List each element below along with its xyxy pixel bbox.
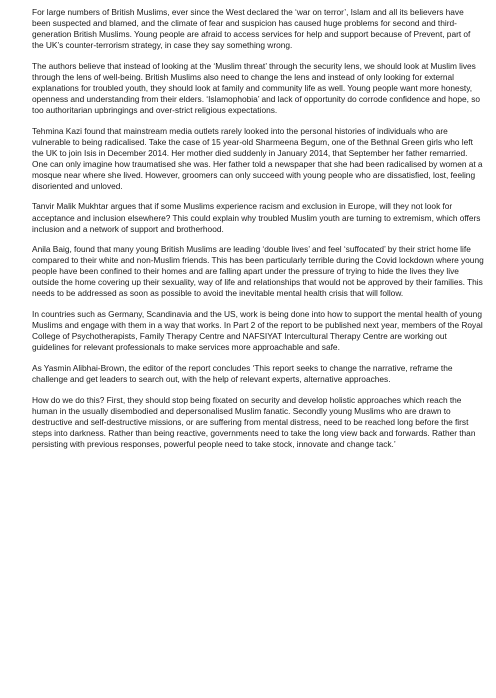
paragraph-mental-health-support: In countries such as Germany, Scandinavia and the US, work is being done into how to support the mental health of young Muslims and engage with them in a way that works. In Part 2 of the report to be published next year, members of the Royal College of Psychotherapists, Family Therapy Centre and NAFSIYAT Intercultural Therapy Centre are working out guidelines for relevant professionals to make services more approachable and safe. bbox=[32, 309, 483, 353]
paragraph-wellbeing-lens: The authors believe that instead of looking at the ‘Muslim threat’ through the security lens, we should look at Muslim lives through the lens of well-being. British Muslims also need to change the lens and instead of only looking for external explanations for troubled youth, they should look at family and community life as well. Young people want more honesty, openness and understanding from their elders. ‘Islamophobia’ and lack of opportunity do corrode confidence and hope, so too authoritarian upbringings and over-strict religious expectations. bbox=[32, 60, 481, 115]
paragraph-anila-baig: Anila Baig, found that many young British Muslims are leading ‘double lives’ and feel ‘suffocated’ by their strict home life compared to their white and non-Muslim friends. This has been particularly terrible during the Covid lockdown where young people have been confined to their homes and are falling apart under the pressure of trying to hide the lives they live outside the home covering up their sexuality, way of life and relationships that would not be approved by their families. This needs to be addressed as soon as possible to avoid the inevitable mental health crisis that will follow. bbox=[32, 244, 484, 299]
paragraph-tehmina-kazi: Tehmina Kazi found that mainstream media outlets rarely looked into the personal histories of individuals who are vulnerable to being radicalised. Take the case of 15 year-old Sharmeena Begum, one of the Bethnal Green girls who left the UK to join Isis in December 2014. Her mother died suddenly in January 2014, that September her father remarried. One can only imagine how traumatised she was. Her father told a newspaper that she had been radicalised by women at a mosque near where she lived. However, groomers can only succeed with young people who are dissatisfied, lost, feeling disoriented and unloved. bbox=[32, 125, 483, 191]
paragraph-how-do-we-do-this: How do we do this? First, they should stop being fixated on security and develop holistic approaches which reach the human in the usually disembodied and depersonalised Muslim fanatic. Secondly young Muslims who are drawn to destructive and self-destructive missions, or are suffering from mental distress, need to be reached long before the first steps into darkness. Rather than being reactive, governments need to take the long view back and forwards. Rather than persisting with previous responses, powerful people need to take stock, innovate and change tack.’ bbox=[32, 394, 476, 449]
paragraph-tanvir-malik-mukhtar: Tanvir Malik Mukhtar argues that if some Muslims experience racism and exclusion in Europe, will they not look for acceptance and inclusion elsewhere? This could explain why troubled Muslim youth are turning to extremism, which offers inclusion and a network of support and brotherhood. bbox=[32, 201, 481, 234]
paragraph-yasmin-alibhai-brown: As Yasmin Alibhai-Brown, the editor of the report concludes ‘This report seeks to change the narrative, reframe the challenge and get leaders to search out, with the help of relevant experts, alternative approaches. bbox=[32, 362, 453, 384]
paragraph-war-on-terror: For large numbers of British Muslims, ever since the West declared the ‘war on terror’, Islam and all its believers have been suspected and blamed, and the climate of fear and suspicion has caused huge problems for second and third-generation British Muslims. Young people are afraid to access services for help and support because of Prevent, part of the UK’s counter-terrorism strategy, in case they say something wrong. bbox=[32, 7, 471, 51]
